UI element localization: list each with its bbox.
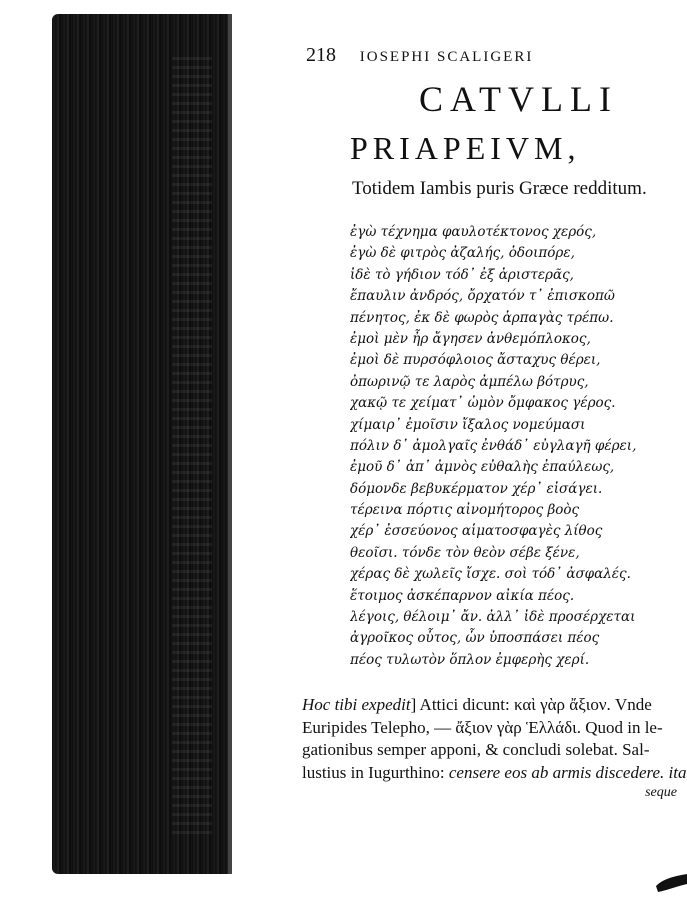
greek-poem: [350, 222, 685, 671]
commentary-text: ] Attici dicunt: καὶ γὰρ ἄξιον. Vnde: [410, 695, 652, 714]
catchword: seque: [645, 785, 677, 800]
poem-line: ἐμοῦ δ᾽ ἀπ᾽ ἀμνὸς εὐθαλὴς ἐπαύλεως,: [350, 459, 615, 476]
poem-line: χέρ᾽ ἐσσεύονος αἱματοσφαγὲς λίθος: [350, 523, 603, 540]
poem-line: ἐγὼ δὲ φιτρὸς ἀζαλής, ὁδοιπόρε,: [350, 245, 575, 262]
poem-line: ἔπαυλιν ἀνδρός, ὄρχατόν τ᾽ ἐπισκοπῶ: [350, 288, 615, 305]
page-corner-mark: [654, 872, 687, 892]
poem-line: ἐγὼ τέχνημα φαυλοτέκτονος χερός,: [350, 224, 597, 240]
commentary-line: [302, 762, 687, 785]
gutter-texture: [172, 54, 212, 834]
poem-line: δόμονδε βεβυκέρματον χέρ᾽ εἰσάγει.: [350, 480, 603, 497]
commentary-line: [302, 694, 687, 717]
running-head-text: IOSEPHI SCALIGERI: [359, 49, 534, 65]
commentary-line: gationibus semper apponi, & concludi solebat. Sal-: [302, 740, 650, 760]
poem-line: λέγοις, θέλοιμ᾽ ἄν. ἀλλ᾽ ἰδὲ προσέρχεται: [350, 609, 636, 626]
poem-line: ὀπωρινῷ τε λαρὸς ἀμπέλω βότρυς,: [350, 373, 589, 390]
subtitle: Totidem Iambis puris Græce redditum.: [352, 178, 647, 199]
poem-line: χακῷ τε χείματ᾽ ὠμὸν ὄμφακος γέρος.: [350, 395, 616, 412]
title-catulli: CATVLLI: [419, 79, 618, 119]
title-priapeium: PRIAPEIVM,: [350, 130, 581, 166]
poem-line: πέος τυλωτὸν ὅπλον ἐμφερὴς χερί.: [350, 651, 590, 668]
commentary-line: Euripides Telepho, — ἄξιον γὰρ Ἑλλάδι. Quod in le-: [302, 717, 663, 737]
poem-line: ἰδὲ τὸ γήδιον τόδ᾽ ἐξ ἀριστερᾶς,: [350, 266, 574, 283]
poem-line: πένητος, ἐκ δὲ φωρὸς ἁρπαγὰς τρέπω.: [350, 309, 614, 326]
poem-line: ἐμοὶ μὲν ἦρ ἄγησεν ἀνθεμόπλοκος,: [350, 330, 591, 347]
poem-line: ἕτοιμος ἀσκέπαρνον αἰκία πέος.: [350, 587, 575, 604]
poem-line: τέρεινα πόρτις αἰνομήτορος βοὸς: [350, 502, 580, 519]
lemma: Hoc tibi expedit: [302, 695, 411, 714]
running-head: [306, 44, 686, 67]
poem-line: χέρας δὲ χωλεῖς ἴσχε. σοὶ τόδ᾽ ἀσφαλές.: [350, 566, 631, 583]
poem-line: ἀγροῖκος οὗτος, ὧν ὑποσπάσει πέος: [350, 630, 600, 647]
commentary-text: lustius in Iugurthino:: [302, 762, 449, 782]
poem-line: ἐμοὶ δὲ πυρσόφλοιος ἄσταχυς θέρει,: [350, 352, 601, 369]
book-page: [232, 10, 687, 878]
book-gutter-shadow: [52, 14, 230, 874]
quotation: censere eos ab armis discedere. ita: [448, 762, 687, 782]
poem-line: χίμαιρ᾽ ἐμοῖσιν ἴξαλος νομεύμασι: [350, 416, 586, 433]
commentary: [302, 694, 687, 784]
poem-line: πόλιν δ᾽ ἀμολγαῖς ἐνθάδ᾽ εὐγλαγῆ φέρει,: [350, 437, 637, 454]
page-number: 218: [306, 44, 336, 66]
poem-line: θεοῖσι. τόνδε τὸν θεὸν σέβε ξένε,: [350, 544, 580, 561]
